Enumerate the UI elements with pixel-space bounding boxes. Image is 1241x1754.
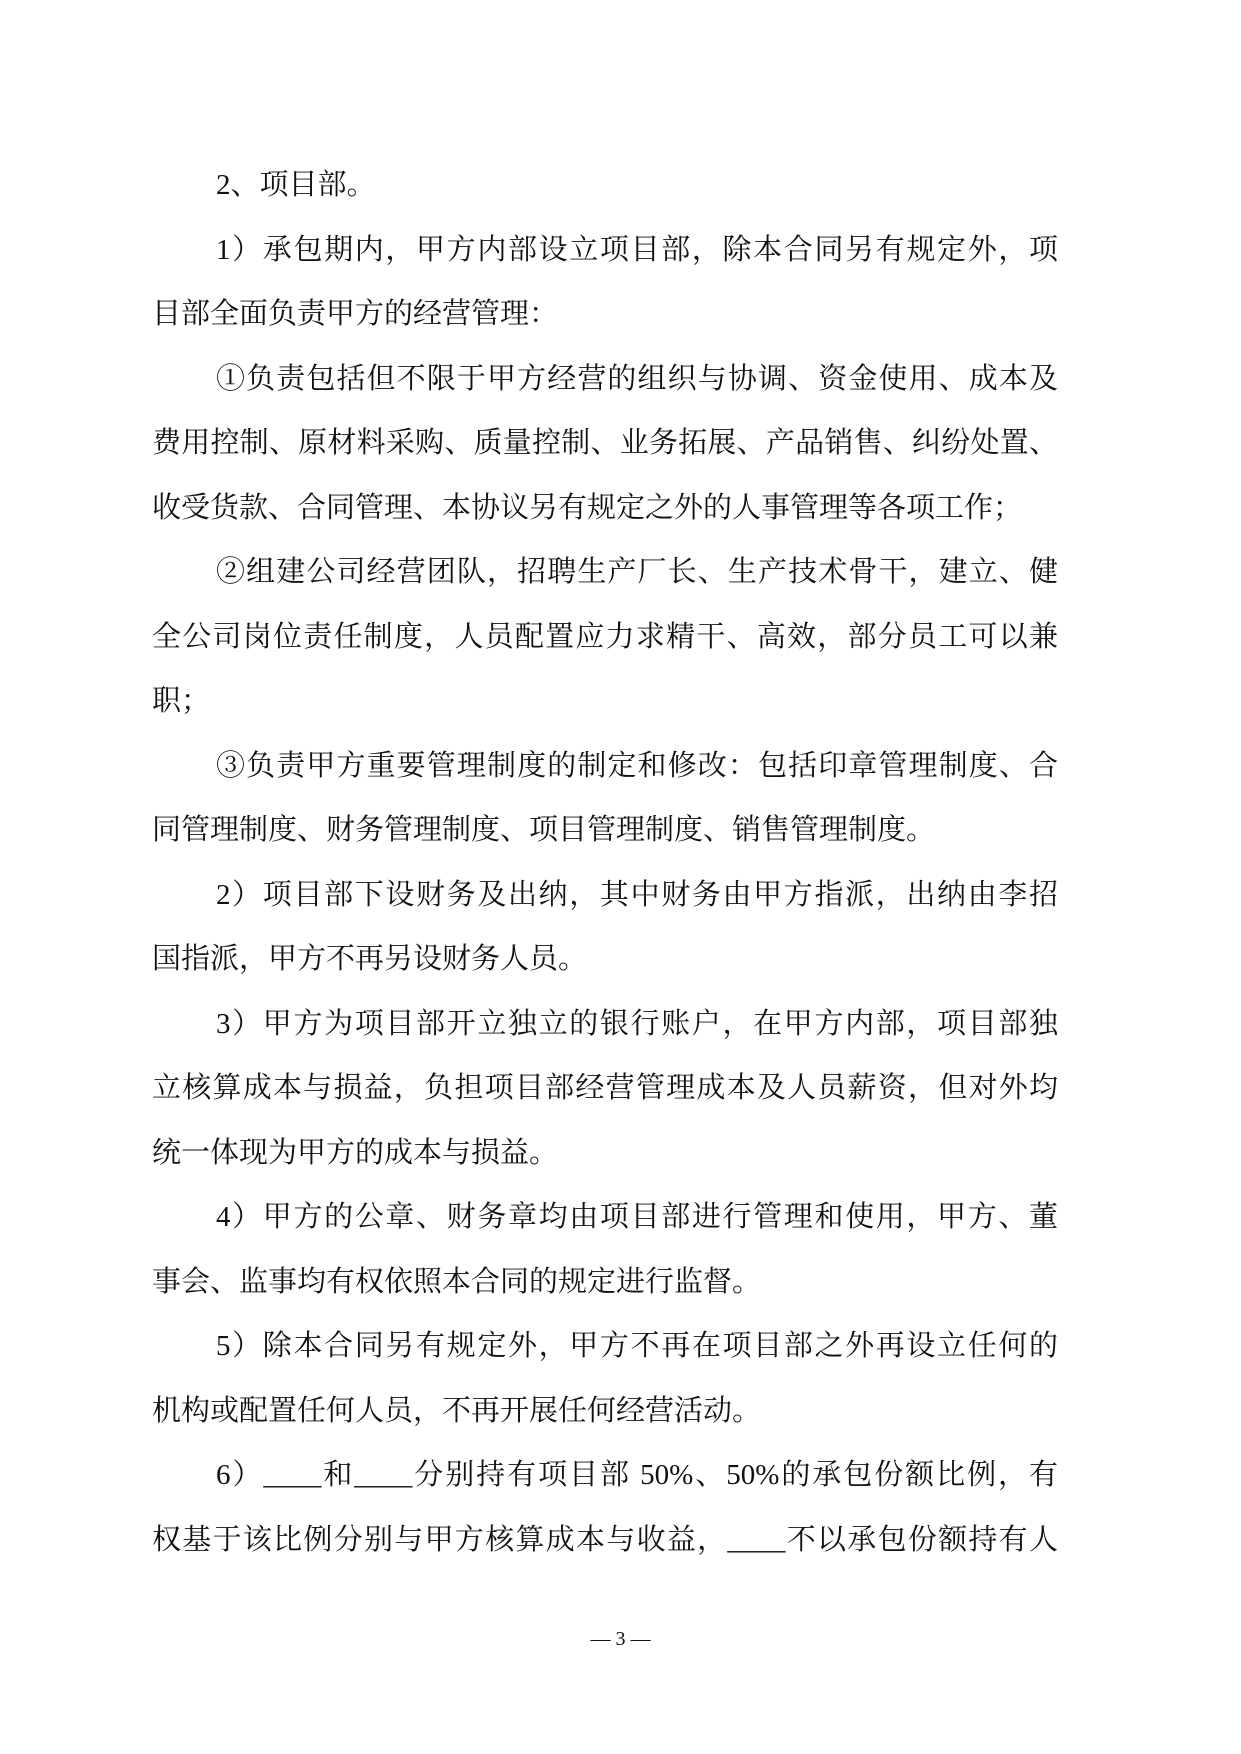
text-line: 国指派，甲方不再另设财务人员。 <box>152 943 588 975</box>
text-line: 收受货款、合同管理、本协议另有规定之外的人事管理等各项工作； <box>152 491 1023 524</box>
text-line: 费用控制、原材料采购、质量控制、业务拓展、产品销售、纠纷处置、 <box>152 427 1058 459</box>
paragraph-sub-item-1 <box>152 218 1058 347</box>
paragraph-sub-item-5 <box>152 1314 1058 1443</box>
text-line: 机构或配置任何人员，不再开展任何经营活动。 <box>152 1394 762 1427</box>
text-line: 职； <box>152 685 211 717</box>
text-line: 立核算成本与损益，负担项目部经营管理成本及人员薪资，但对外均 <box>152 1072 1058 1104</box>
paragraph-sub-item-4 <box>152 1185 1058 1314</box>
text-line: 2、项目部。 <box>216 169 376 201</box>
text-line: 目部全面负责甲方的经营管理： <box>152 298 559 330</box>
paragraph-sub-item-6 <box>152 1443 1058 1572</box>
text-line: 6）____和____分别持有项目部 50%、50%的承包份额比例，有 <box>216 1459 1058 1491</box>
paragraph-item-2-heading <box>152 153 1058 218</box>
text-line: 权基于该比例分别与甲方核算成本与收益，____不以承包份额持有人 <box>152 1523 1058 1556</box>
page-number: — 3 — <box>590 1628 651 1650</box>
text-line: 统一体现为甲方的成本与损益。 <box>152 1136 559 1169</box>
paragraph-sub-item-3 <box>152 992 1058 1186</box>
paragraph-circled-1 <box>152 347 1058 541</box>
text-line: 全公司岗位责任制度，人员配置应力求精干、高效，部分员工可以兼 <box>152 620 1058 653</box>
text-line: ③负责甲方重要管理制度的制定和修改：包括印章管理制度、合 <box>216 749 1058 782</box>
text-line: 3）甲方为项目部开立独立的银行账户，在甲方内部，项目部独 <box>216 1007 1058 1040</box>
text-line: 1）承包期内，甲方内部设立项目部，除本合同另有规定外，项 <box>216 233 1058 266</box>
text-line: 5）除本合同另有规定外，甲方不再在项目部之外再设立任何的 <box>216 1330 1058 1362</box>
text-line: 2）项目部下设财务及出纳，其中财务由甲方指派，出纳由李招 <box>216 878 1058 911</box>
document-body <box>152 153 1058 1572</box>
text-line: 4）甲方的公章、财务章均由项目部进行管理和使用，甲方、董 <box>216 1201 1058 1233</box>
text-line: 同管理制度、财务管理制度、项目管理制度、销售管理制度。 <box>152 814 936 846</box>
text-line: 事会、监事均有权依照本合同的规定进行监督。 <box>152 1265 762 1298</box>
text-line: ②组建公司经营团队，招聘生产厂长、生产技术骨干，建立、健 <box>216 556 1058 588</box>
paragraph-circled-3 <box>152 734 1058 863</box>
paragraph-sub-item-2 <box>152 863 1058 992</box>
text-line: ①负责包括但不限于甲方经营的组织与协调、资金使用、成本及 <box>216 362 1058 395</box>
paragraph-circled-2 <box>152 540 1058 734</box>
